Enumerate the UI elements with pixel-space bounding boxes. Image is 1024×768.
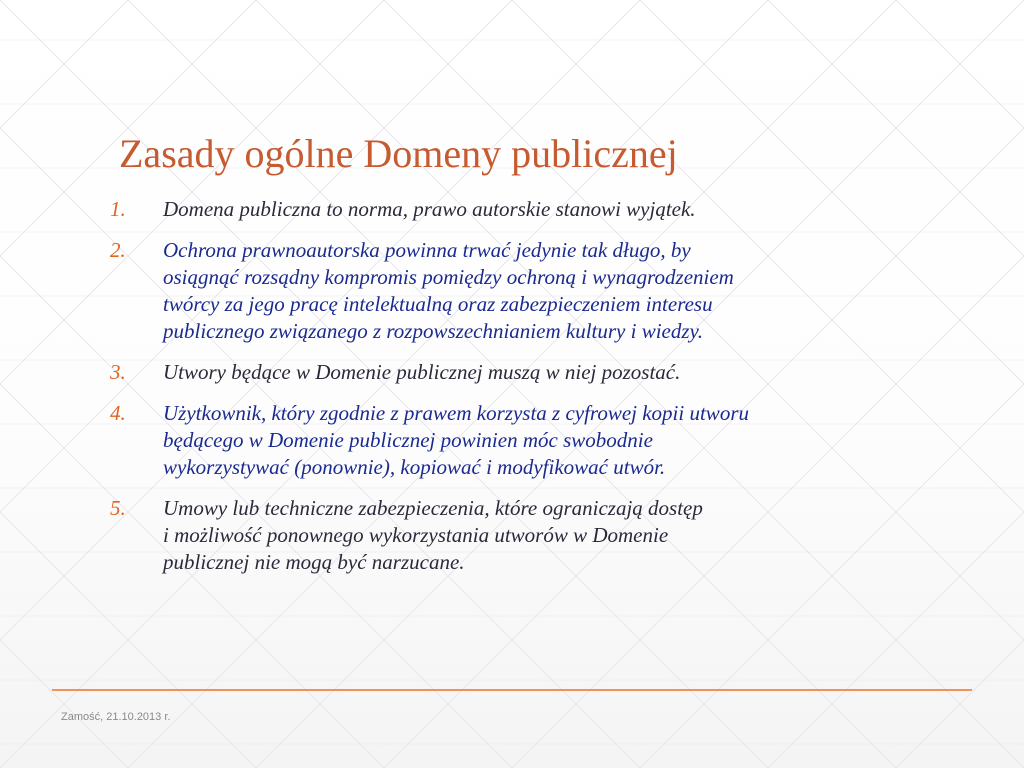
footer-divider xyxy=(52,689,972,691)
principles-list xyxy=(110,196,910,590)
item-number: 5. xyxy=(110,496,126,520)
item-text: Ochrona prawnoautorska powinna trwać jedynie tak długo, by osiągnąć rozsądny kompromis pomiędzy ochroną i wynagrodzeniem twórcy za jego pracę intelektualną oraz zabezpieczeniem interesu publicznego związanego z rozpowszechnianiem kultury i wiedzy. xyxy=(163,238,734,343)
footer-date: Zamość, 21.10.2013 r. xyxy=(61,711,171,723)
item-text: Użytkownik, który zgodnie z prawem korzysta z cyfrowej kopii utworu będącego w Domenie publicznej powinien móc swobodnie wykorzystywać (ponownie), kopiować i modyfikować utwór. xyxy=(163,401,749,479)
list-item xyxy=(110,495,910,576)
list-item xyxy=(110,196,910,223)
item-number: 3. xyxy=(110,360,126,384)
slide-title: Zasady ogólne Domeny publicznej xyxy=(119,131,678,176)
item-text: Umowy lub techniczne zabezpieczenia, które ograniczają dostęp i możliwość ponownego wykorzystania utworów w Domenie publicznej nie mogą być narzucane. xyxy=(163,496,703,574)
item-text: Domena publiczna to norma, prawo autorskie stanowi wyjątek. xyxy=(163,197,696,221)
item-number: 2. xyxy=(110,238,126,262)
list-item xyxy=(110,237,910,345)
item-number: 1. xyxy=(110,197,126,221)
item-number: 4. xyxy=(110,401,126,425)
item-text: Utwory będące w Domenie publicznej muszą w niej pozostać. xyxy=(163,360,681,384)
list-item xyxy=(110,400,910,481)
list-item xyxy=(110,359,910,386)
